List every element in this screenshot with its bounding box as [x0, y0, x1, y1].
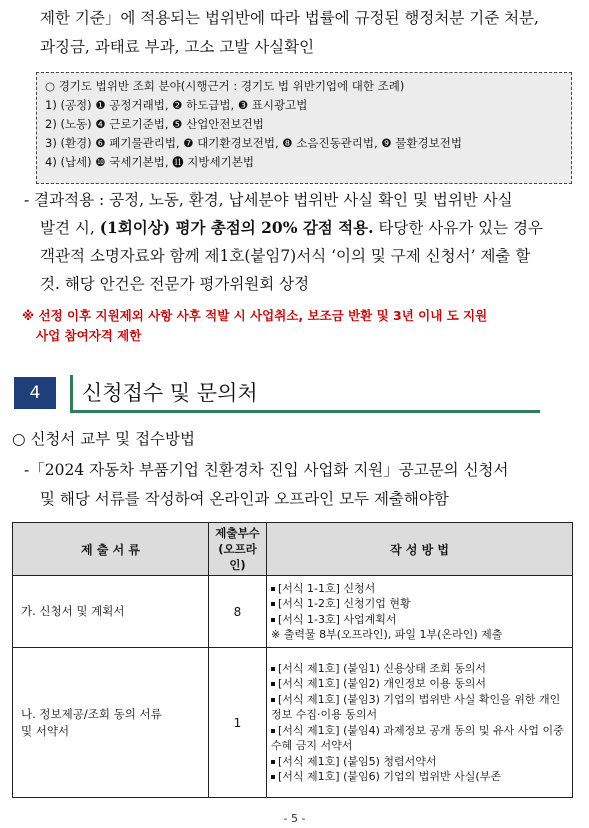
square-bullet-icon [271, 729, 275, 733]
list-item [271, 754, 568, 770]
doc-name: 가. 신청서 및 계획서 [13, 576, 209, 648]
law-box-row: 1) (공정) ❶ 공정거래법, ❷ 하도급법, ❸ 표시광고법 [45, 98, 308, 112]
list-item-text: [서식 1-1호] 신청서 [278, 581, 376, 595]
law-box-row: 4) (납세) ❿ 국세기본법, ⓫ 지방세기본법 [45, 155, 254, 169]
list-note: ※ 출력물 8부(오프라인), 파일 1부(온라인) 제출 [271, 628, 503, 641]
header-copies: 제출부수 (오프라 인) [209, 523, 267, 576]
list-item [271, 581, 568, 597]
square-bullet-icon [271, 618, 275, 622]
square-bullet-icon [271, 682, 275, 686]
square-bullet-icon [271, 775, 275, 779]
list-item-text: [서식 제1호] (붙임3) 기업의 법위반 사실 확인을 위한 개인정보 수집·이용 동의서 [271, 692, 561, 721]
intro-line-2: 과징금, 과태료 부과, 고소 고발 사실확인 [40, 38, 315, 56]
list-item [271, 596, 568, 612]
sub-heading: ○ 신청서 교부 및 접수방법 [12, 430, 195, 448]
square-bullet-icon [271, 667, 275, 671]
list-item [271, 612, 568, 628]
list-item-text: [서식 1-2호] 신청기업 현황 [278, 597, 411, 610]
result-line-4: 것. 해당 안건은 전문가 평가위원회 상정 [40, 275, 310, 293]
result-line-3: 객관적 소명자료와 함께 제1호(붙임7)서식 ‘이의 및 구제 신청서’ 제출 할 [40, 247, 531, 265]
list-item-text: [서식 제1호] (붙임1) 신용상태 조회 동의서 [278, 661, 487, 675]
sub-desc-line-1: -「2024 자동차 부품기업 친환경차 진입 사업화 지원」공고문의 신청서 [24, 461, 509, 479]
list-item [271, 692, 568, 723]
warning-line-1: ※ 선정 이후 지원제외 사항 사후 적발 시 사업취소, 보조금 반환 및 3년 이내 도 지원 [22, 308, 488, 323]
page-number: - 5 - [283, 812, 306, 825]
copy-count: 1 [209, 648, 267, 798]
warning-line-2: 사업 참여자격 제한 [36, 328, 142, 343]
intro-line-1: 제한 기준」에 적용되는 법위반에 따라 법률에 규정된 행정처분 기준 처분, [40, 9, 539, 27]
list-item-text: [서식 제1호] (붙임5) 청렴서약서 [278, 754, 437, 768]
copy-count: 8 [209, 576, 267, 648]
submission-table [12, 522, 573, 798]
list-item [271, 723, 568, 754]
list-item-text: [서식 제1호] (붙임2) 개인정보 이용 동의서 [278, 677, 487, 690]
sub-desc-line-2: 및 해당 서류를 작성하여 온라인과 오프라인 모두 제출해야함 [40, 490, 449, 508]
list-item-text: [서식 1-3호] 사업계획서 [278, 612, 397, 626]
result-line-2-post: 타당한 사유가 있는 경우 [373, 219, 543, 237]
list-item [271, 661, 568, 677]
table-row [13, 648, 573, 798]
law-box-row: 3) (환경) ❻ 폐기물관리법, ❼ 대기환경보전법, ❽ 소음진동관리법, ❾ 물환경보전법 [45, 136, 462, 150]
result-paragraph [24, 186, 584, 298]
method-list [267, 648, 573, 798]
header-method: 작 성 방 법 [267, 523, 573, 576]
doc-name: 나. 정보제공/조회 동의 서류 및 서약서 [13, 648, 209, 798]
result-line-2-pre: 발견 시, [40, 219, 100, 237]
list-item-text: [서식 제1호] (붙임4) 과제정보 공개 동의 및 유사 사업 이중 수혜 금지 서약서 [271, 723, 564, 752]
method-list [267, 576, 573, 648]
section-underline [70, 410, 540, 413]
section-title: 신청접수 및 문의처 [82, 381, 258, 405]
list-item [271, 676, 568, 692]
square-bullet-icon [271, 602, 275, 606]
square-bullet-icon [271, 698, 275, 702]
section-accent-bar [70, 375, 73, 411]
list-item-text: [서식 제1호] (붙임6) 기업의 법위반 사실(부존 [278, 770, 501, 783]
result-penalty-bold: (1회이상) 평가 총점의 20% 감점 적용. [99, 218, 374, 237]
law-box-row: 2) (노동) ❹ 근로기준법, ❺ 산업안전보건법 [45, 117, 264, 131]
header-documents: 제 출 서 류 [13, 523, 209, 576]
square-bullet-icon [271, 760, 275, 764]
table-header-row [13, 523, 573, 576]
result-line-1: - 결과적용 : 공정, 노동, 환경, 납세분야 법위반 사실 확인 및 법위반 사실 [24, 191, 513, 209]
section-number-badge: 4 [14, 377, 56, 409]
warning-note [22, 306, 582, 346]
result-line-2 [24, 214, 584, 242]
table-row [13, 576, 573, 648]
law-field-box [36, 72, 572, 184]
square-bullet-icon [271, 587, 275, 591]
list-item [271, 769, 568, 785]
law-box-header: ○ 경기도 법위반 조회 분야(시행근거 : 경기도 법 위반기업에 대한 조례) [45, 79, 405, 93]
